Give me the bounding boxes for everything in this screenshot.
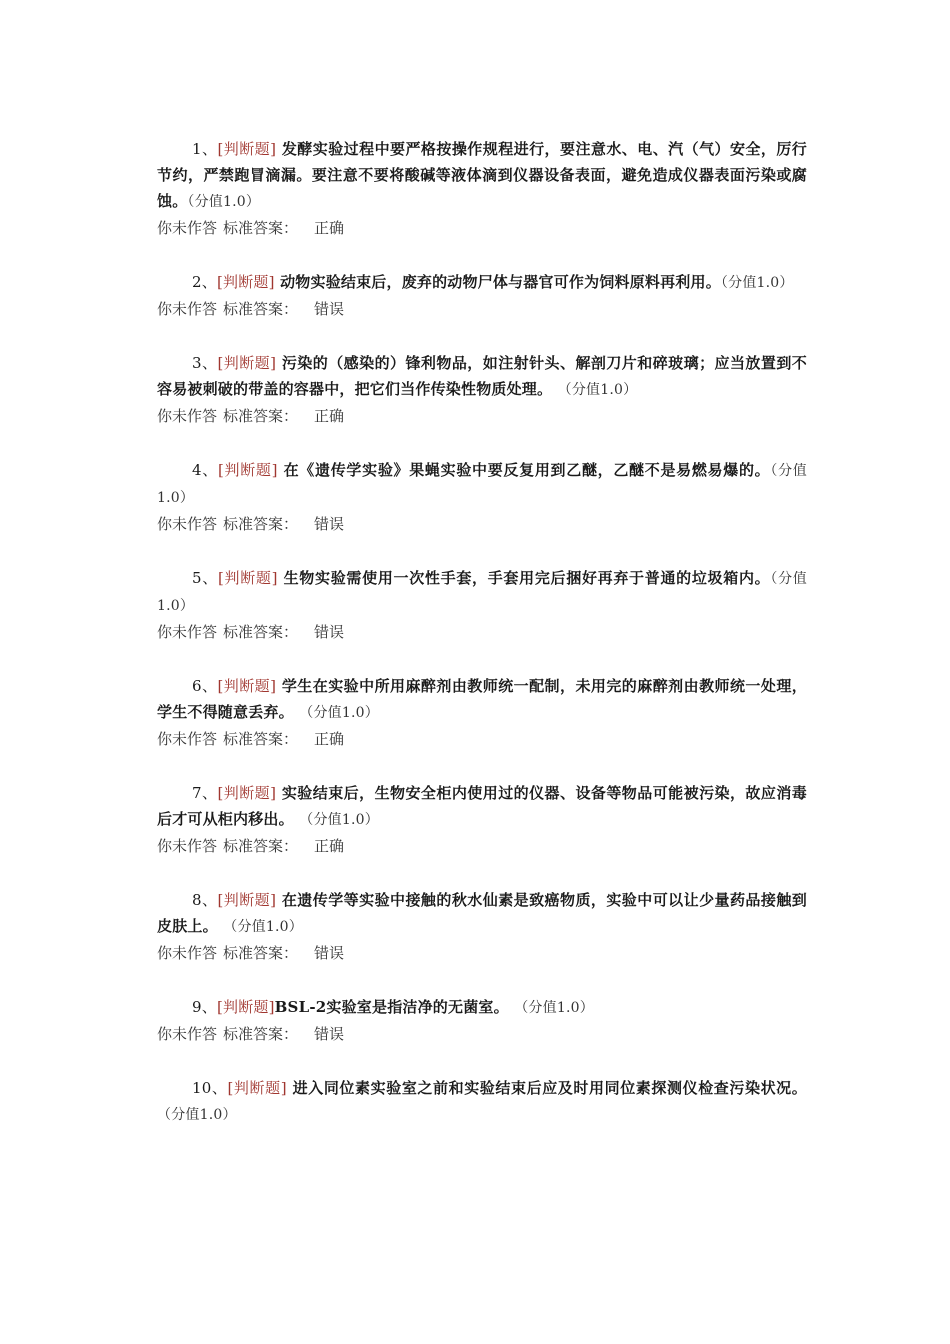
question-number: 7、 [192, 784, 218, 802]
question-number: 5、 [192, 569, 218, 587]
question-score: （分值1.0） [720, 275, 794, 291]
answer-row [157, 296, 807, 322]
answer-label: 标准答案： [223, 623, 299, 641]
standard-answer: 错误 [314, 944, 345, 962]
answer-status: 你未作答 [157, 515, 218, 533]
answer-status: 你未作答 [157, 407, 218, 425]
question-type-tag: [判断题] [227, 1079, 287, 1097]
question-body: 在《遗传学实验》果蝇实验中要反复用到乙醚，乙醚不是易燃易爆的。 [283, 461, 771, 479]
question-text-line [157, 565, 807, 619]
question-body: 进入同位素实验室之前和实验结束后应及时用同位素探测仪检查污染状况。 [292, 1079, 807, 1097]
question-item [157, 350, 807, 429]
answer-row [157, 726, 807, 752]
question-item [157, 994, 807, 1047]
answer-status: 你未作答 [157, 944, 218, 962]
answer-row [157, 403, 807, 429]
question-item [157, 1075, 807, 1128]
question-text-line [157, 887, 807, 940]
question-text-line [157, 457, 807, 511]
question-number: 4、 [192, 461, 218, 479]
question-number: 1、 [192, 140, 218, 158]
answer-label: 标准答案： [223, 300, 299, 318]
question-body: BSL-2实验室是指洁净的无菌室。 [274, 998, 509, 1016]
answer-row [157, 511, 807, 537]
standard-answer: 错误 [314, 1025, 345, 1043]
question-item [157, 136, 807, 241]
question-score: （分值1.0） [157, 571, 807, 614]
question-number: 8、 [192, 891, 218, 909]
answer-label: 标准答案： [223, 1025, 299, 1043]
answer-row [157, 215, 807, 241]
question-number: 9、 [192, 998, 217, 1016]
standard-answer: 正确 [314, 837, 345, 855]
question-type-tag: [判断题] [217, 677, 277, 695]
standard-answer: 错误 [314, 300, 345, 318]
answer-row [157, 1021, 807, 1047]
answer-status: 你未作答 [157, 623, 218, 641]
question-body: 在遗传学等实验中接触的秋水仙素是致癌物质，实验中可以让少量药品接触到皮肤上。 [157, 891, 807, 935]
question-body: 实验结束后，生物安全柜内使用过的仪器、设备等物品可能被污染，故应消毒后才可从柜内移出。 [157, 784, 807, 828]
question-text-line [157, 136, 807, 215]
exam-question-list [157, 136, 807, 1156]
question-type-tag: [判断题] [216, 273, 275, 291]
question-text-line [157, 350, 807, 403]
question-item [157, 887, 807, 966]
question-body: 生物实验需使用一次性手套，手套用完后捆好再弃于普通的垃圾箱内。 [283, 569, 771, 587]
standard-answer: 正确 [314, 730, 345, 748]
question-text-line [157, 673, 807, 726]
answer-status: 你未作答 [157, 730, 218, 748]
answer-row [157, 833, 807, 859]
question-type-tag: [判断题] [216, 998, 275, 1016]
question-item [157, 269, 807, 322]
answer-label: 标准答案： [223, 515, 299, 533]
answer-status: 你未作答 [157, 1025, 218, 1043]
question-item [157, 673, 807, 752]
question-score: （分值1.0） [514, 1000, 594, 1016]
answer-status: 你未作答 [157, 300, 218, 318]
question-type-tag: [判断题] [217, 461, 278, 479]
question-score: （分值1.0） [299, 705, 379, 721]
question-type-tag: [判断题] [217, 354, 277, 372]
question-score: （分值1.0） [157, 1107, 237, 1123]
question-score: （分值1.0） [223, 919, 303, 935]
question-type-tag: [判断题] [217, 140, 277, 158]
answer-label: 标准答案： [223, 837, 299, 855]
answer-row [157, 940, 807, 966]
answer-row [157, 619, 807, 645]
question-number: 3、 [192, 354, 218, 372]
question-type-tag: [判断题] [217, 784, 277, 802]
answer-label: 标准答案： [223, 407, 299, 425]
question-text-line [157, 780, 807, 833]
question-number: 2、 [192, 273, 217, 291]
question-score: （分值1.0） [299, 812, 379, 828]
standard-answer: 正确 [314, 407, 345, 425]
question-item [157, 780, 807, 859]
question-type-tag: [判断题] [217, 569, 278, 587]
question-body: 动物实验结束后，废弃的动物尸体与器官可作为饲料原料再利用。 [280, 273, 721, 291]
question-number: 10、 [192, 1079, 228, 1097]
question-score: （分值1.0） [557, 382, 638, 398]
standard-answer: 正确 [314, 219, 345, 237]
question-type-tag: [判断题] [217, 891, 277, 909]
question-body: 污染的（感染的）锋利物品，如注射针头、解剖刀片和碎玻璃；应当放置到不容易被刺破的带盖的容器中，把它们当作传染性物质处理。 [157, 354, 807, 398]
question-text-line [157, 1075, 807, 1128]
question-item [157, 457, 807, 537]
standard-answer: 错误 [314, 623, 345, 641]
answer-status: 你未作答 [157, 219, 218, 237]
question-body: 发酵实验过程中要严格按操作规程进行，要注意水、电、汽（气）安全，厉行节约，严禁跑冒滴漏。要注意不要将酸碱等液体滴到仪器设备表面，避免造成仪器表面污染或腐蚀。 [157, 140, 807, 210]
answer-status: 你未作答 [157, 837, 218, 855]
question-score: （分值1.0） [157, 463, 807, 506]
answer-label: 标准答案： [223, 730, 299, 748]
question-body: 学生在实验中所用麻醉剂由教师统一配制，未用完的麻醉剂由教师统一处理，学生不得随意丢弃。 [157, 677, 807, 721]
question-text-line [157, 994, 807, 1021]
standard-answer: 错误 [314, 515, 345, 533]
answer-label: 标准答案： [223, 219, 299, 237]
question-score: （分值1.0） [187, 194, 261, 210]
question-item [157, 565, 807, 645]
answer-label: 标准答案： [223, 944, 299, 962]
question-number: 6、 [192, 677, 218, 695]
question-text-line [157, 269, 807, 296]
